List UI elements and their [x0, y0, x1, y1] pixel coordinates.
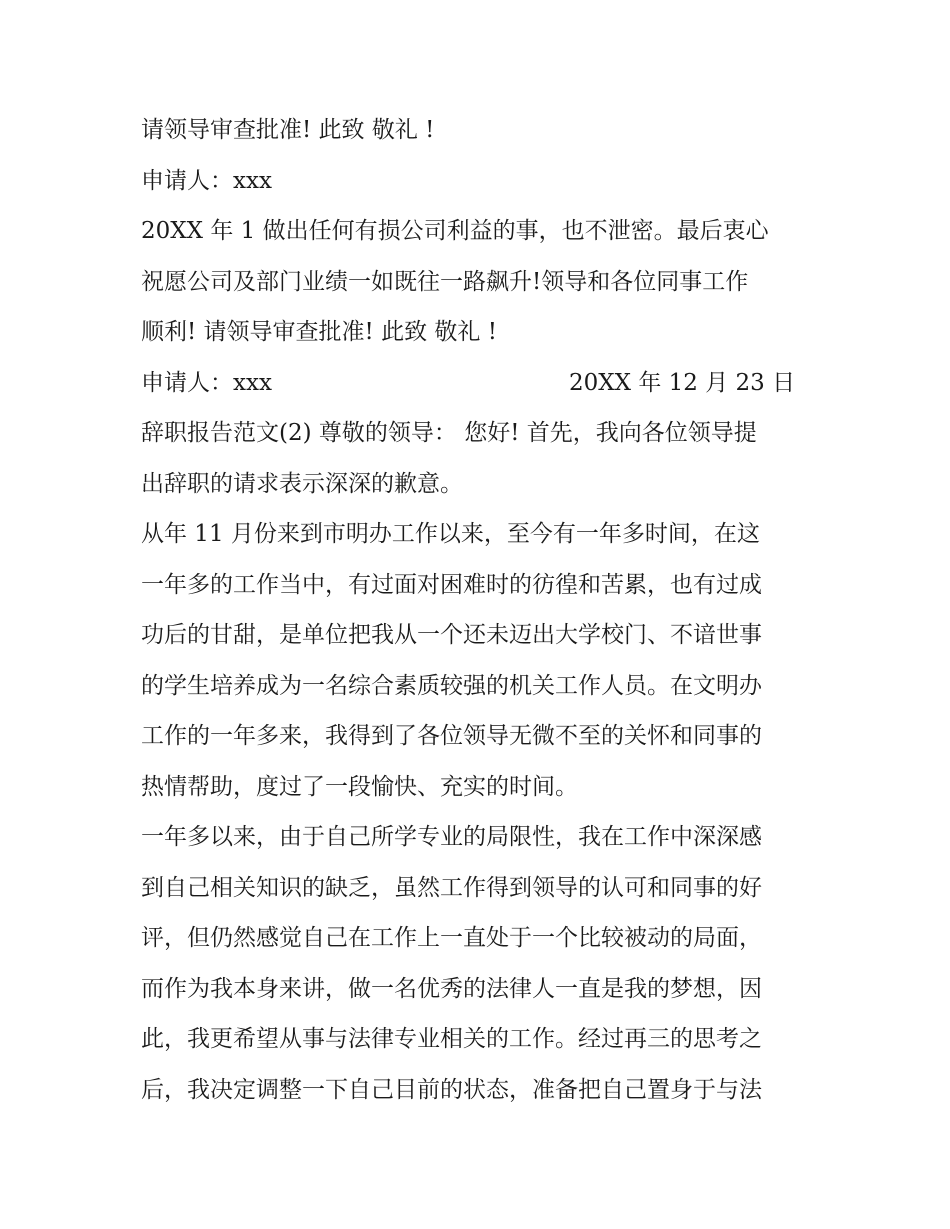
body-line: 祝愿公司及部门业绩一如既往一路飙升!领导和各位同事工作 [141, 269, 749, 295]
body-line: 从年 11 月份来到市明办工作以来，至今有一年多时间，在这 [141, 521, 760, 547]
body-line: 此，我更希望从事与法律专业相关的工作。经过再三的思考之 [141, 1026, 762, 1052]
body-line: 一年多的工作当中，有过面对困难时的彷徨和苦累，也有过成 [141, 572, 762, 598]
applicant-line: 申请人：xxx [141, 168, 272, 194]
signature-date: 20XX 年 12 月 23 日 [569, 370, 796, 396]
closing-line: 顺利! 请领导审查批准! 此致 敬礼 ! [141, 319, 497, 345]
body-line: 20XX 年 1 做出任何有损公司利益的事，也不泄密。最后衷心 [141, 218, 769, 244]
body-line: 一年多以来，由于自己所学专业的局限性，我在工作中深深感 [141, 824, 762, 850]
closing-line: 请领导审查批准! 此致 敬礼 ! [141, 117, 435, 143]
body-line: 而作为我本身来讲，做一名优秀的法律人一直是我的梦想，因 [141, 976, 762, 1002]
body-line: 辞职报告范文(2) 尊敬的领导： 您好! 首先，我向各位领导提 [141, 420, 757, 446]
body-line: 的学生培养成为一名综合素质较强的机关工作人员。在文明办 [141, 673, 762, 699]
body-line: 到自己相关知识的缺乏，虽然工作得到领导的认可和同事的好 [141, 875, 762, 901]
body-line: 出辞职的请求表示深深的歉意。 [141, 471, 463, 497]
body-line: 工作的一年多来，我得到了各位领导无微不至的关怀和同事的 [141, 723, 762, 749]
body-line: 评，但仍然感觉自己在工作上一直处于一个比较被动的局面， [141, 925, 762, 951]
body-line: 后，我决定调整一下自己目前的状态，准备把自己置身于与法 [141, 1077, 762, 1103]
applicant-line: 申请人：xxx [141, 370, 272, 396]
body-line: 功后的甘甜，是单位把我从一个还未迈出大学校门、不谙世事 [141, 622, 762, 648]
body-line: 热情帮助，度过了一段愉快、充实的时间。 [141, 774, 578, 800]
